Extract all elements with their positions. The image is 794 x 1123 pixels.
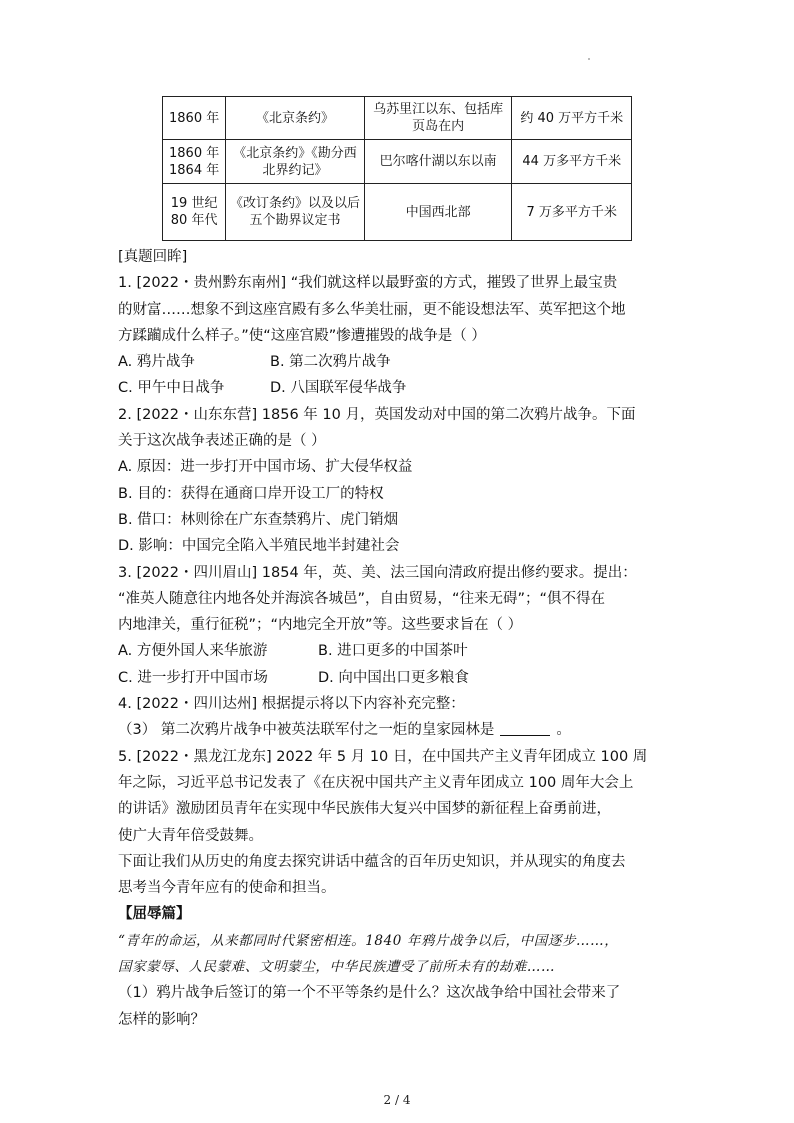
question-1-line: 方蹂躏成什么样子。”使“这座宫殿”惨遭摧毁的战争是（ ）: [118, 327, 486, 344]
table-cell-area: 巴尔喀什湖以东以南: [364, 140, 512, 184]
subquestion-1-line: 怎样的影响？: [118, 1011, 205, 1028]
question-content: [118, 244, 678, 1033]
option-a: A. 原因：进一步打开中国市场、扩大侵华权益: [118, 459, 413, 476]
fill-prompt: （3） 第二次鸦片战争中被英法联军付之一炬的皇家园林是: [118, 722, 495, 739]
question-5-line: 年之际，习近平总书记发表了《在庆祝中国共产主义青年团成立 100 周年大会上: [118, 774, 634, 791]
question-3-options: [118, 638, 678, 664]
table-cell-area: 中国西北部: [364, 184, 512, 241]
question-3-line: “准英人随意往内地各处并海滨各城邑”，自由贸易，“往来无碍”；“俱不得在: [118, 590, 606, 607]
table-cell-treaty: 《北京条约》《勘分西北界约记》: [226, 140, 365, 184]
table-cell-treaty: 《改订条约》以及以后五个勘界议定书: [226, 184, 365, 241]
option-c: B. 借口：林则徐在广东查禁鸦片、虎门销烟: [118, 511, 399, 528]
question-5-line: 的讲话》激励团员青年在实现中华民族伟大复兴中国梦的新征程上奋勇前进，: [118, 801, 611, 818]
question-3-options: [118, 665, 678, 691]
table-cell-year: 19 世纪 80 年代: [163, 184, 226, 241]
fill-end: 。: [556, 722, 571, 739]
section-heading-review: [真题回眸]: [118, 249, 188, 265]
table-row: [163, 140, 632, 184]
question-4-line: 4. [2022・四川达州] 根据提示将以下内容补充完整：: [118, 696, 465, 713]
option-b: B. 目的：获得在通商口岸开设工厂的特权: [118, 485, 384, 502]
option-b: B. 第二次鸦片战争: [270, 354, 391, 371]
table-cell-treaty: 《北京条约》: [226, 97, 365, 140]
treaty-table: [162, 96, 632, 241]
table-cell-size: 7 万多平方千米: [512, 184, 632, 241]
page-number: 2 / 4: [383, 1093, 411, 1107]
scan-speck: [588, 58, 590, 60]
option-b: B. 进口更多的中国茶叶: [318, 643, 468, 660]
table-cell-year: 1860 年: [163, 97, 226, 140]
option-a: A. 鸦片战争: [118, 354, 195, 371]
option-d: D. 影响：中国完全陷入半殖民地半封建社会: [118, 538, 400, 555]
question-3-line: 3. [2022・四川眉山] 1854 年，英、美、法三国向清政府提出修约要求。提出：: [118, 564, 637, 581]
question-5-line: 下面让我们从历史的角度去探究讲话中蕴含的百年历史知识，并从现实的角度去: [118, 853, 626, 870]
question-2-line: 关于这次战争表述正确的是（ ）: [118, 433, 326, 450]
answer-blank: [500, 719, 550, 736]
question-1-line: 的财富……想象不到这座宫殿有多么华美壮丽，更不能设想法军、英军把这个地: [118, 301, 626, 318]
question-3-line: 内地津关，重行征税”；“内地完全开放”等。这些要求旨在（ ）: [118, 617, 523, 634]
table-cell-year: 1860 年 1864 年: [163, 140, 226, 184]
table-row: [163, 97, 632, 140]
question-1-options: [118, 375, 678, 401]
question-4-fill: [118, 717, 678, 743]
quote-line: “青年的命运，从来都同时代紧密相连。1840 年鸦片战争以后，中国逐步……，: [118, 932, 619, 949]
option-d: D. 向中国出口更多粮食: [318, 669, 469, 686]
subquestion-1-line: （1）鸦片战争后签订的第一个不平等条约是什么？这次战争给中国社会带来了: [118, 985, 621, 1002]
question-5-line: 5. [2022・黑龙江龙东] 2022 年 5 月 10 日，在中国共产主义青年团成立 100 周: [118, 748, 648, 765]
option-c: C. 甲午中日战争: [118, 380, 225, 397]
quote-line: 国家蒙辱、人民蒙难、文明蒙尘，中华民族遭受了前所未有的劫难……: [118, 959, 556, 976]
question-5-line: 思考当今青年应有的使命和担当。: [118, 880, 336, 897]
option-d: D. 八国联军侵华战争: [270, 380, 407, 397]
table-cell-area: 乌苏里江以东、包括库页岛在内: [364, 97, 512, 140]
section-heading-humiliation: 【屈辱篇】: [118, 906, 191, 923]
table-cell-size: 约 40 万平方千米: [512, 97, 632, 140]
table-row: [163, 184, 632, 241]
option-a: A. 方便外国人来华旅游: [118, 643, 268, 660]
question-2-line: 2. [2022・山东东营] 1856 年 10 月，英国发动对中国的第二次鸦片战争。下面: [118, 406, 636, 423]
option-c: C. 进一步打开中国市场: [118, 669, 268, 686]
question-1-line: 1. [2022・贵州黔东南州] “我们就这样以最野蛮的方式，摧毁了世界上最宝贵: [118, 275, 618, 292]
question-1-options: [118, 349, 678, 375]
question-5-line: 使广大青年倍受鼓舞。: [118, 827, 263, 844]
table-cell-size: 44 万多平方千米: [512, 140, 632, 184]
